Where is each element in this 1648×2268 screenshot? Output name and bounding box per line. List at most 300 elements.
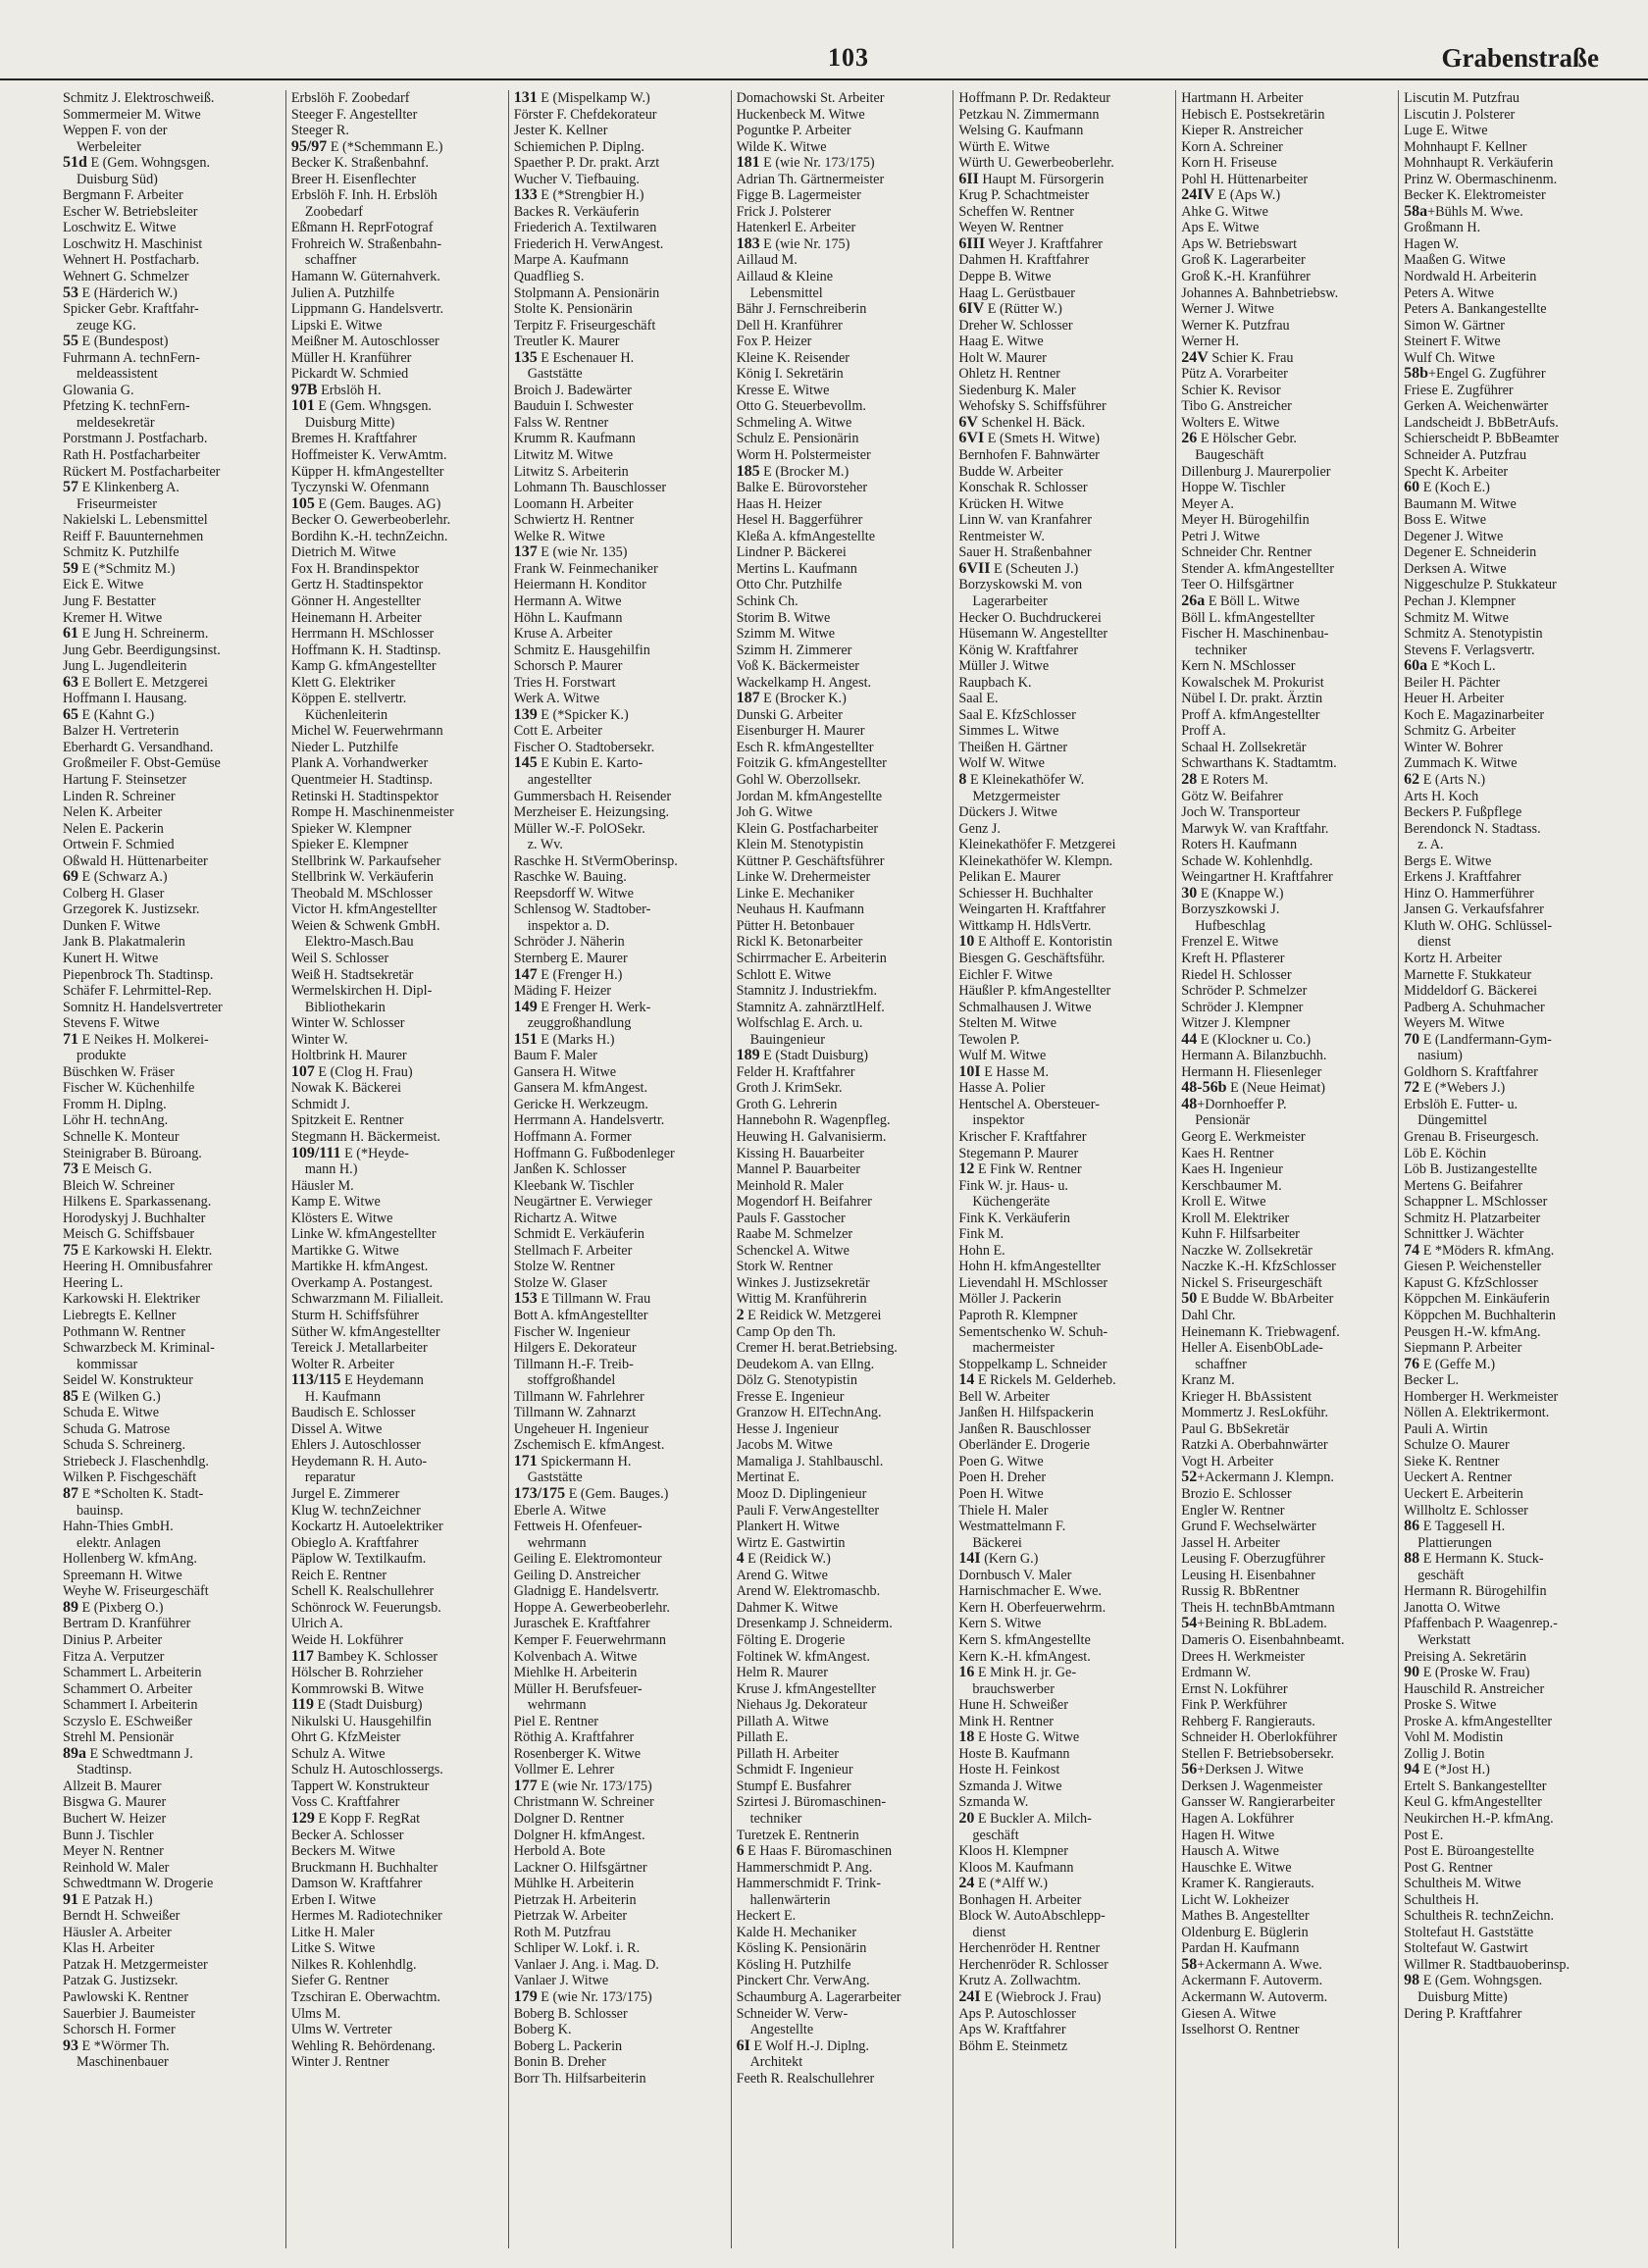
directory-entry: meldesekretär xyxy=(77,414,155,431)
directory-entry: Eßmann H. ReprFotograf xyxy=(290,220,434,236)
directory-entry: Pardan H. Kaufmann xyxy=(1181,1940,1300,1957)
directory-entry: Teer O. Hilfsgärtner xyxy=(1181,577,1294,593)
directory-entry: Hauschke E. Witwe xyxy=(1181,1859,1292,1876)
directory-entry: Bauingenieur xyxy=(749,1031,825,1048)
directory-entry: 58a+Bühls M. Wwe. xyxy=(1404,203,1523,220)
directory-entry: Szimm M. Witwe xyxy=(736,626,836,643)
directory-entry: Mogendorf H. Beifahrer xyxy=(736,1194,872,1211)
directory-entry: Werner J. Witwe xyxy=(1181,301,1274,318)
directory-entry: Glowania G. xyxy=(63,382,134,398)
directory-entry: Heckert E. xyxy=(736,1908,797,1925)
directory-entry: Gummersbach H. Reisender xyxy=(513,788,672,804)
directory-entry: Gansser W. Rangierarbeiter xyxy=(1181,1794,1335,1811)
directory-entry: 179 E (wie Nr. 173/175) xyxy=(513,1988,652,2005)
directory-entry: Aps W. Betriebswart xyxy=(1181,235,1298,252)
directory-entry: 101 E (Gem. Whngsgen. xyxy=(290,398,432,415)
directory-entry: Winter W. Schlosser xyxy=(290,1015,405,1032)
directory-entry: Rickl K. Betonarbeiter xyxy=(736,934,863,951)
directory-entry: Merzheiser E. Heizungsing. xyxy=(513,804,670,821)
directory-entry: Schliper W. Lokf. i. R. xyxy=(513,1940,641,1957)
directory-entry: 183 E (wie Nr. 175) xyxy=(736,235,850,252)
house-number: 58a xyxy=(1404,203,1428,220)
directory-entry: Küchengeräte xyxy=(972,1194,1051,1211)
directory-entry: Tereick J. Metallarbeiter xyxy=(290,1340,428,1357)
directory-entry: Theißen H. Gärtner xyxy=(958,739,1068,755)
column-3 xyxy=(508,90,731,2248)
directory-entry: Dahl Chr. xyxy=(1181,1308,1236,1324)
directory-entry: Höhn L. Kaufmann xyxy=(513,609,623,626)
directory-entry: Patzak G. Justizsekr. xyxy=(63,1973,179,1989)
directory-entry: Peters A. Witwe xyxy=(1404,284,1494,301)
directory-entry: Janßen H. Hilfspackerin xyxy=(958,1405,1094,1421)
directory-entry: Dell H. Kranführer xyxy=(736,317,843,334)
directory-entry: Boberg B. Schlosser xyxy=(513,2005,628,2022)
house-number: 109/111 xyxy=(290,1145,341,1161)
house-number: 95/97 xyxy=(290,138,328,155)
directory-entry: Hasse A. Polier xyxy=(958,1080,1046,1097)
house-number: 24IV xyxy=(1181,187,1215,204)
house-number: 48 xyxy=(1181,1096,1198,1112)
directory-entry: Porstmann J. Postfacharb. xyxy=(63,431,208,447)
directory-entry: Litwitz M. Witwe xyxy=(513,447,613,464)
house-number: 153 xyxy=(513,1291,538,1308)
directory-entry: Luge E. Witwe xyxy=(1404,123,1488,139)
directory-entry: Kroll M. Elektriker xyxy=(1181,1210,1290,1226)
house-number: 60 xyxy=(1404,480,1420,496)
directory-entry: Simmes L. Witwe xyxy=(958,723,1059,740)
directory-entry: Post G. Rentner xyxy=(1404,1859,1493,1876)
directory-entry: Nakielski L. Lebensmittel xyxy=(63,512,208,529)
directory-entry: Köppchen M. Einkäuferin xyxy=(1404,1291,1550,1308)
directory-entry: Köppen E. stellvertr. xyxy=(290,691,407,707)
directory-entry: Fox H. Brandinspektor xyxy=(290,560,420,577)
directory-entry: Naczke W. Zollsekretär xyxy=(1181,1242,1313,1259)
directory-entry: Weingartner H. Kraftfahrer xyxy=(1181,869,1333,886)
directory-entry: Dering P. Kraftfahrer xyxy=(1404,2005,1522,2022)
directory-entry: Bremes H. Kraftfahrer xyxy=(290,431,417,447)
directory-entry: Janotta O. Witwe xyxy=(1404,1599,1501,1616)
directory-entry: 61 E Jung H. Schreinerm. xyxy=(63,626,209,643)
directory-entry: Marpe A. Kaufmann xyxy=(513,252,629,269)
directory-entry: Gladnigg E. Handelsvertr. xyxy=(513,1583,659,1600)
directory-entry: Holtbrink H. Maurer xyxy=(290,1048,407,1064)
directory-entry: techniker xyxy=(1195,642,1248,658)
directory-entry: Duisburg Süd) xyxy=(77,171,158,187)
directory-entry: 16 E Mink H. jr. Ge- xyxy=(958,1665,1077,1681)
directory-entry: Groß K.-H. Kranführer xyxy=(1181,269,1311,285)
directory-entry: Ohletz H. Rentner xyxy=(958,366,1061,383)
directory-entry: Welke R. Witwe xyxy=(513,528,605,544)
directory-entry: Korn A. Schreiner xyxy=(1181,138,1283,155)
directory-entry: Sementschenko W. Schuh- xyxy=(958,1323,1108,1340)
directory-entry: Bibliothekarin xyxy=(304,999,386,1015)
directory-entry: Fischer W. Küchenhilfe xyxy=(63,1080,195,1097)
directory-entry: Pelikan E. Maurer xyxy=(958,869,1061,886)
directory-entry: Sauer H. Straßenbahner xyxy=(958,544,1092,561)
directory-entry: Fettweis H. Ofenfeuer- xyxy=(513,1519,643,1535)
directory-entry: Russig R. BbRentner xyxy=(1181,1583,1300,1600)
directory-entry: Kortz H. Arbeiter xyxy=(1404,950,1502,966)
house-number: 145 xyxy=(513,755,538,772)
directory-entry: Vohl M. Modistin xyxy=(1404,1729,1504,1746)
directory-entry: Tzschiran E. Oberwachtm. xyxy=(290,1988,440,2005)
directory-entry: Reiff F. Bauunternehmen xyxy=(63,528,204,544)
house-number: 135 xyxy=(513,349,538,366)
directory-entry: Jurgel E. Zimmerer xyxy=(290,1486,400,1503)
directory-entry: 137 E (wie Nr. 135) xyxy=(513,544,628,561)
directory-entry: Schuda E. Witwe xyxy=(63,1405,160,1421)
house-number: 62 xyxy=(1404,771,1420,788)
directory-entry: Stolpmann A. Pensionärin xyxy=(513,284,660,301)
house-number: 133 xyxy=(513,187,538,204)
directory-entry: Würth E. Witwe xyxy=(958,138,1050,155)
directory-entry: Hoffmann P. Dr. Redakteur xyxy=(958,90,1111,106)
directory-entry: Quentmeier H. Stadtinsp. xyxy=(290,771,434,788)
house-number: 149 xyxy=(513,999,538,1015)
directory-entry: Schulz E. Pensionärin xyxy=(736,431,859,447)
directory-entry: Neugärtner E. Verwieger xyxy=(513,1194,652,1211)
directory-entry: Proff A. xyxy=(1181,723,1226,740)
directory-entry: Bonin B. Dreher xyxy=(513,2054,606,2071)
directory-entry: Hoste H. Feinkost xyxy=(958,1762,1060,1778)
directory-entry: Häußler P. kfmAngestellter xyxy=(958,983,1111,1000)
directory-entry: Helm R. Maurer xyxy=(736,1665,828,1681)
directory-entry: Backes R. Verkäuferin xyxy=(513,203,640,220)
directory-entry: Oßwald H. Hüttenarbeiter xyxy=(63,852,208,869)
directory-entry: Schierscheidt P. BbBeamter xyxy=(1404,431,1560,447)
directory-entry: Mäding F. Heizer xyxy=(513,983,612,1000)
directory-entry: Dolgner H. kfmAngest. xyxy=(513,1827,645,1843)
directory-entry: Overkamp A. Postangest. xyxy=(290,1274,434,1291)
directory-entry: brauchswerber xyxy=(972,1680,1055,1697)
directory-entry: Schmidt F. Ingenieur xyxy=(736,1762,853,1778)
directory-entry: Brozio E. Schlosser xyxy=(1181,1486,1292,1503)
directory-entry: Siedenburg K. Maler xyxy=(958,382,1076,398)
directory-entry: Thiele H. Maler xyxy=(958,1502,1049,1519)
directory-entry: Maaßen G. Witwe xyxy=(1404,252,1506,269)
house-number: 139 xyxy=(513,706,538,723)
house-number: 105 xyxy=(290,495,315,512)
house-number: 179 xyxy=(513,1988,538,2005)
directory-entry: Fox P. Heizer xyxy=(736,334,812,350)
directory-entry: Süther W. kfmAngestellter xyxy=(290,1323,440,1340)
directory-entry: Ehlers J. Autoschlosser xyxy=(290,1437,421,1454)
directory-entry: Ueckert A. Rentner xyxy=(1404,1469,1513,1486)
directory-entry: Stoltefaut H. Gaststätte xyxy=(1404,1924,1534,1940)
directory-entry: Bergs E. Witwe xyxy=(1404,852,1492,869)
directory-entry: Meinhold R. Maler xyxy=(736,1177,844,1194)
directory-entry: Würth U. Gewerbeoberlehr. xyxy=(958,155,1114,172)
directory-entry: Proff A. kfmAngestellter xyxy=(1181,706,1320,723)
directory-entry: Cremer H. berat.Betriebsing. xyxy=(736,1340,898,1357)
directory-entry: elektr. Anlagen xyxy=(77,1534,161,1551)
directory-entry: Vanlaer J. Witwe xyxy=(513,1973,609,1989)
directory-entry: Becker K. Straßenbahnf. xyxy=(290,155,430,172)
directory-entry: Schmeling A. Witwe xyxy=(736,414,852,431)
directory-entry: Büschken W. Fräser xyxy=(63,1063,175,1080)
directory-entry: Seidel W. Konstrukteur xyxy=(63,1372,193,1389)
directory-entry: Beckers P. Fußpflege xyxy=(1404,804,1522,821)
directory-entry: Baugeschäft xyxy=(1195,447,1264,464)
house-number: 54 xyxy=(1181,1616,1198,1632)
directory-entry: Löb B. Justizangestellte xyxy=(1404,1161,1538,1178)
directory-entry: Kieper R. Anstreicher xyxy=(1181,123,1304,139)
directory-entry: Gericke H. Werkzeugm. xyxy=(513,1096,648,1112)
directory-entry: Dückers J. Witwe xyxy=(958,804,1057,821)
directory-entry: Boss E. Witwe xyxy=(1404,512,1487,529)
directory-entry: Aps E. Witwe xyxy=(1181,220,1260,236)
house-number: 63 xyxy=(63,674,78,691)
house-number: 72 xyxy=(1404,1080,1420,1097)
directory-entry: Plank A. Vorhandwerker xyxy=(290,755,429,772)
directory-entry: dienst xyxy=(1417,934,1452,951)
house-number: 4 xyxy=(736,1551,745,1568)
directory-entry: Maschinenbauer xyxy=(77,2054,169,2071)
directory-entry: Herrmann A. Handelsvertr. xyxy=(513,1112,665,1129)
directory-entry: 44 E (Klockner u. Co.) xyxy=(1181,1031,1312,1048)
directory-entry: Becker O. Gewerbeoberlehr. xyxy=(290,512,451,529)
directory-entry: Ulms M. xyxy=(290,2005,341,2022)
directory-entry: 181 E (wie Nr. 173/175) xyxy=(736,155,875,172)
directory-entry: Hartmann H. Arbeiter xyxy=(1181,90,1304,106)
directory-entry: Storim B. Witwe xyxy=(736,609,831,626)
house-number: 10I xyxy=(958,1063,981,1080)
directory-entry: Dresenkamp J. Schneiderm. xyxy=(736,1616,893,1632)
directory-entry: geschäft xyxy=(972,1827,1019,1843)
directory-entry: Kleinekathöfer W. Klempn. xyxy=(958,852,1113,869)
directory-entry: Hagen H. Witwe xyxy=(1181,1827,1275,1843)
directory-entry: Saal E. KfzSchlosser xyxy=(958,706,1076,723)
directory-entry: Fromm H. Diplng. xyxy=(63,1096,167,1112)
directory-entry: Kleine K. Reisender xyxy=(736,349,850,366)
directory-entry: Schulze O. Maurer xyxy=(1404,1437,1510,1454)
directory-entry: 93 E *Wörmer Th. xyxy=(63,2037,170,2054)
directory-entry: Schorsch P. Maurer xyxy=(513,658,623,675)
directory-entry: Schneider H. Oberlokführer xyxy=(1181,1729,1338,1746)
directory-entry: Simon W. Gärtner xyxy=(1404,317,1505,334)
directory-entry: Spieker W. Klempner xyxy=(290,820,412,837)
directory-entry: Juraschek E. Kraftfahrer xyxy=(513,1616,650,1632)
directory-entry: Grenau B. Friseurgesch. xyxy=(1404,1129,1539,1145)
directory-entry: Michel W. Feuerwehrmann xyxy=(290,723,443,740)
directory-entry: Schmitz E. Hausgehilfin xyxy=(513,642,650,658)
directory-entry: 135 E Eschenauer H. xyxy=(513,349,635,366)
directory-entry: Weyhe W. Friseurgeschäft xyxy=(63,1583,209,1600)
directory-entry: techniker xyxy=(749,1810,802,1827)
directory-entry: Schappner L. MSchlosser xyxy=(1404,1194,1548,1211)
column-5 xyxy=(953,90,1175,2248)
directory-entry: Prinz W. Obermaschinenm. xyxy=(1404,171,1558,187)
directory-entry: 85 E (Wilken G.) xyxy=(63,1388,161,1405)
directory-entry: Rückert M. Postfacharbeiter xyxy=(63,463,221,480)
house-number: 6IV xyxy=(958,301,985,318)
directory-entry: Pillath H. Arbeiter xyxy=(736,1745,839,1762)
column-6 xyxy=(1175,90,1398,2248)
column-2 xyxy=(285,90,508,2248)
column-7 xyxy=(1398,90,1621,2248)
directory-entry: Proske S. Witwe xyxy=(1404,1697,1497,1714)
directory-entry: Liscutin J. Polsterer xyxy=(1404,106,1516,123)
directory-entry: Marnette F. Stukkateur xyxy=(1404,966,1532,983)
directory-entry: Müller H. Berufsfeuer- xyxy=(513,1680,643,1697)
directory-entry: 89a E Schwedtmann J. xyxy=(63,1745,193,1762)
directory-entry: Julien A. Putzhilfe xyxy=(290,284,395,301)
directory-entry: Böhm E. Steinmetz xyxy=(958,2037,1068,2054)
directory-entry: Hesel H. Baggerführer xyxy=(736,512,863,529)
directory-entry: Broich J. Badewärter xyxy=(513,382,632,398)
house-number: 87 xyxy=(63,1486,78,1503)
directory-entry: Schenckel A. Witwe xyxy=(736,1242,850,1259)
directory-entry: Eick E. Witwe xyxy=(63,577,144,593)
directory-entry: Reepsdorff W. Witwe xyxy=(513,885,634,902)
directory-entry: Schmitz M. Witwe xyxy=(1404,609,1509,626)
directory-entry: Friederich H. VerwAngest. xyxy=(513,235,664,252)
directory-entry: Frenzel E. Witwe xyxy=(1181,934,1279,951)
directory-entry: 53 E (Härderich W.) xyxy=(63,284,178,301)
page-header xyxy=(63,0,1621,73)
directory-entry: Kresse E. Witwe xyxy=(736,382,830,398)
house-number: 107 xyxy=(290,1063,315,1080)
directory-entry: 117 Bambey K. Schlosser xyxy=(290,1648,438,1665)
directory-entry: Pechan J. Klempner xyxy=(1404,593,1517,609)
directory-entry: Herchenröder R. Schlosser xyxy=(958,1956,1108,1973)
directory-entry: Foltinek W. kfmAngest. xyxy=(736,1648,870,1665)
directory-entry: Spieker E. Klempner xyxy=(290,837,409,853)
directory-entry: Jacobs M. Witwe xyxy=(736,1437,833,1454)
directory-entry: Lackner O. Hilfsgärtner xyxy=(513,1859,647,1876)
directory-entry: Post E. Büroangestellte xyxy=(1404,1843,1534,1860)
directory-entry: Lebensmittel xyxy=(749,284,823,301)
directory-entry: Arts H. Koch xyxy=(1404,788,1479,804)
directory-entry: Becker K. Elektromeister xyxy=(1404,187,1546,204)
directory-entry: 149 E Frenger H. Werk- xyxy=(513,999,651,1015)
directory-entry: Felder H. Kraftfahrer xyxy=(736,1063,855,1080)
directory-entry: Frohreich W. Straßenbahn- xyxy=(290,235,442,252)
directory-entry: Kern H. Oberfeuerwehrm. xyxy=(958,1599,1107,1616)
directory-entry: Großmeiler F. Obst-Gemüse xyxy=(63,755,221,772)
house-number: 137 xyxy=(513,544,538,561)
directory-entry: Klug W. technZeichner xyxy=(290,1502,421,1519)
house-number: 75 xyxy=(63,1242,78,1259)
directory-entry: Fischer H. Maschinenbau- xyxy=(1181,626,1329,643)
directory-entry: Borzyszkowski J. xyxy=(1181,902,1280,918)
directory-entry: Derksen A. Witwe xyxy=(1404,560,1507,577)
directory-entry: Hoppe A. Gewerbeoberlehr. xyxy=(513,1599,670,1616)
directory-entry: Sternberg E. Maurer xyxy=(513,950,628,966)
directory-entry: Lippmann G. Handelsvertr. xyxy=(290,301,444,318)
directory-entry: Wehnert H. Postfacharb. xyxy=(63,252,200,269)
directory-entry: Lohmann Th. Bauschlosser xyxy=(513,480,667,496)
directory-entry: Steinert F. Witwe xyxy=(1404,334,1501,350)
directory-entry: 89 E (Pixberg O.) xyxy=(63,1599,164,1616)
directory-entry: Schmitz H. Platzarbeiter xyxy=(1404,1210,1541,1226)
directory-entry: 74 E *Möders R. kfmAng. xyxy=(1404,1242,1555,1259)
directory-entry: Schneider Chr. Rentner xyxy=(1181,544,1313,561)
directory-entry: Fink K. Verkäuferin xyxy=(958,1210,1071,1226)
directory-entry: Stellen F. Betriebsobersekr. xyxy=(1181,1745,1334,1762)
directory-entry: Petzkau N. Zimmermann xyxy=(958,106,1100,123)
directory-entry: Werbeleiter xyxy=(77,138,141,155)
directory-entry: Fresse E. Ingenieur xyxy=(736,1388,845,1405)
directory-columns xyxy=(63,90,1621,2248)
directory-entry: Erbslöh F. Inh. H. Erbslöh xyxy=(290,187,438,204)
directory-entry: Reich E. Rentner xyxy=(290,1567,387,1583)
directory-entry: Röthig A. Kraftfahrer xyxy=(513,1729,635,1746)
directory-entry: Förster F. Chefdekorateur xyxy=(513,106,657,123)
house-number: 58b xyxy=(1404,366,1429,383)
directory-entry: Vogt H. Arbeiter xyxy=(1181,1453,1274,1469)
directory-entry: Voß K. Bäckermeister xyxy=(736,658,859,675)
house-number: 173/175 xyxy=(513,1486,566,1503)
directory-entry: Kreft H. Pflasterer xyxy=(1181,950,1285,966)
directory-entry: Gerken A. Weichenwärter xyxy=(1404,398,1549,415)
house-number: 59 xyxy=(63,560,78,577)
directory-entry: Schwarzbeck M. Kriminal- xyxy=(63,1340,215,1357)
directory-entry: Hermann A. Bilanzbuchh. xyxy=(1181,1048,1327,1064)
directory-entry: Eberhardt G. Versandhand. xyxy=(63,739,214,755)
directory-entry: Schaumburg A. Lagerarbeiter xyxy=(736,1988,901,2005)
directory-entry: Welsing G. Kaufmann xyxy=(958,123,1084,139)
directory-entry: wehrmann xyxy=(527,1534,587,1551)
directory-entry: Architekt xyxy=(749,2054,803,2071)
directory-entry: 18 E Hoste G. Witwe xyxy=(958,1729,1080,1746)
directory-entry: Proske A. kfmAngestellter xyxy=(1404,1713,1553,1729)
directory-entry: Baudisch E. Schlosser xyxy=(290,1405,416,1421)
directory-entry: Keul G. kfmAngestellter xyxy=(1404,1794,1542,1811)
directory-entry: Lagerarbeiter xyxy=(972,593,1048,609)
directory-entry: Grund F. Wechselwärter xyxy=(1181,1519,1316,1535)
directory-entry: Liebregts E. Kellner xyxy=(63,1308,177,1324)
directory-entry: Jank B. Plakatmalerin xyxy=(63,934,185,951)
directory-entry: Schultheis H. xyxy=(1404,1891,1479,1908)
directory-entry: Holt W. Maurer xyxy=(958,349,1047,366)
directory-entry: Victor H. kfmAngestellter xyxy=(290,902,438,918)
house-number: 26 xyxy=(1181,431,1198,447)
directory-entry: Dolgner D. Rentner xyxy=(513,1810,624,1827)
directory-entry: 6VI E (Smets H. Witwe) xyxy=(958,431,1100,447)
directory-entry: Preising A. Sekretärin xyxy=(1404,1648,1527,1665)
directory-entry: Linn W. van Kranfahrer xyxy=(958,512,1092,529)
directory-entry: Weiß H. Stadtsekretär xyxy=(290,966,414,983)
directory-entry: Martikke H. kfmAngest. xyxy=(290,1259,429,1275)
house-number: 6 xyxy=(736,1843,745,1860)
directory-entry: Winter W. xyxy=(290,1031,348,1048)
directory-entry: Niggeschulze P. Stukkateur xyxy=(1404,577,1557,593)
directory-entry: Schammert L. Arbeiterin xyxy=(63,1665,202,1681)
directory-entry: 48+Dornhoeffer P. xyxy=(1181,1096,1287,1112)
directory-entry: Fischer O. Stadtobersekr. xyxy=(513,739,655,755)
directory-entry: Hoppe W. Tischler xyxy=(1181,480,1286,496)
house-number: 177 xyxy=(513,1778,538,1794)
directory-entry: Nowak K. Bäckerei xyxy=(290,1080,402,1097)
directory-entry: mann H.) xyxy=(304,1161,358,1178)
directory-entry: Kaes H. Rentner xyxy=(1181,1145,1274,1161)
directory-entry: Pickardt W. Schmied xyxy=(290,366,409,383)
directory-entry: Janßen R. Bauschlosser xyxy=(958,1420,1091,1437)
directory-entry: Meyer N. Rentner xyxy=(63,1843,164,1860)
directory-entry: Kolvenbach A. Witwe xyxy=(513,1648,638,1665)
directory-entry: Kruse J. kfmAngestellter xyxy=(736,1680,876,1697)
directory-entry: Ohrt G. KfzMeister xyxy=(290,1729,401,1746)
directory-entry: Erben I. Witwe xyxy=(290,1891,377,1908)
directory-entry: Hölscher B. Rohrzieher xyxy=(290,1665,424,1681)
directory-entry: 60 E (Koch E.) xyxy=(1404,480,1490,496)
directory-entry: Kamp G. kfmAngestellter xyxy=(290,658,437,675)
directory-entry: Adrian Th. Gärtnermeister xyxy=(736,171,885,187)
directory-entry: Bauduin I. Schwester xyxy=(513,398,634,415)
house-number: 119 xyxy=(290,1697,314,1714)
directory-entry: Klösters E. Witwe xyxy=(290,1210,393,1226)
